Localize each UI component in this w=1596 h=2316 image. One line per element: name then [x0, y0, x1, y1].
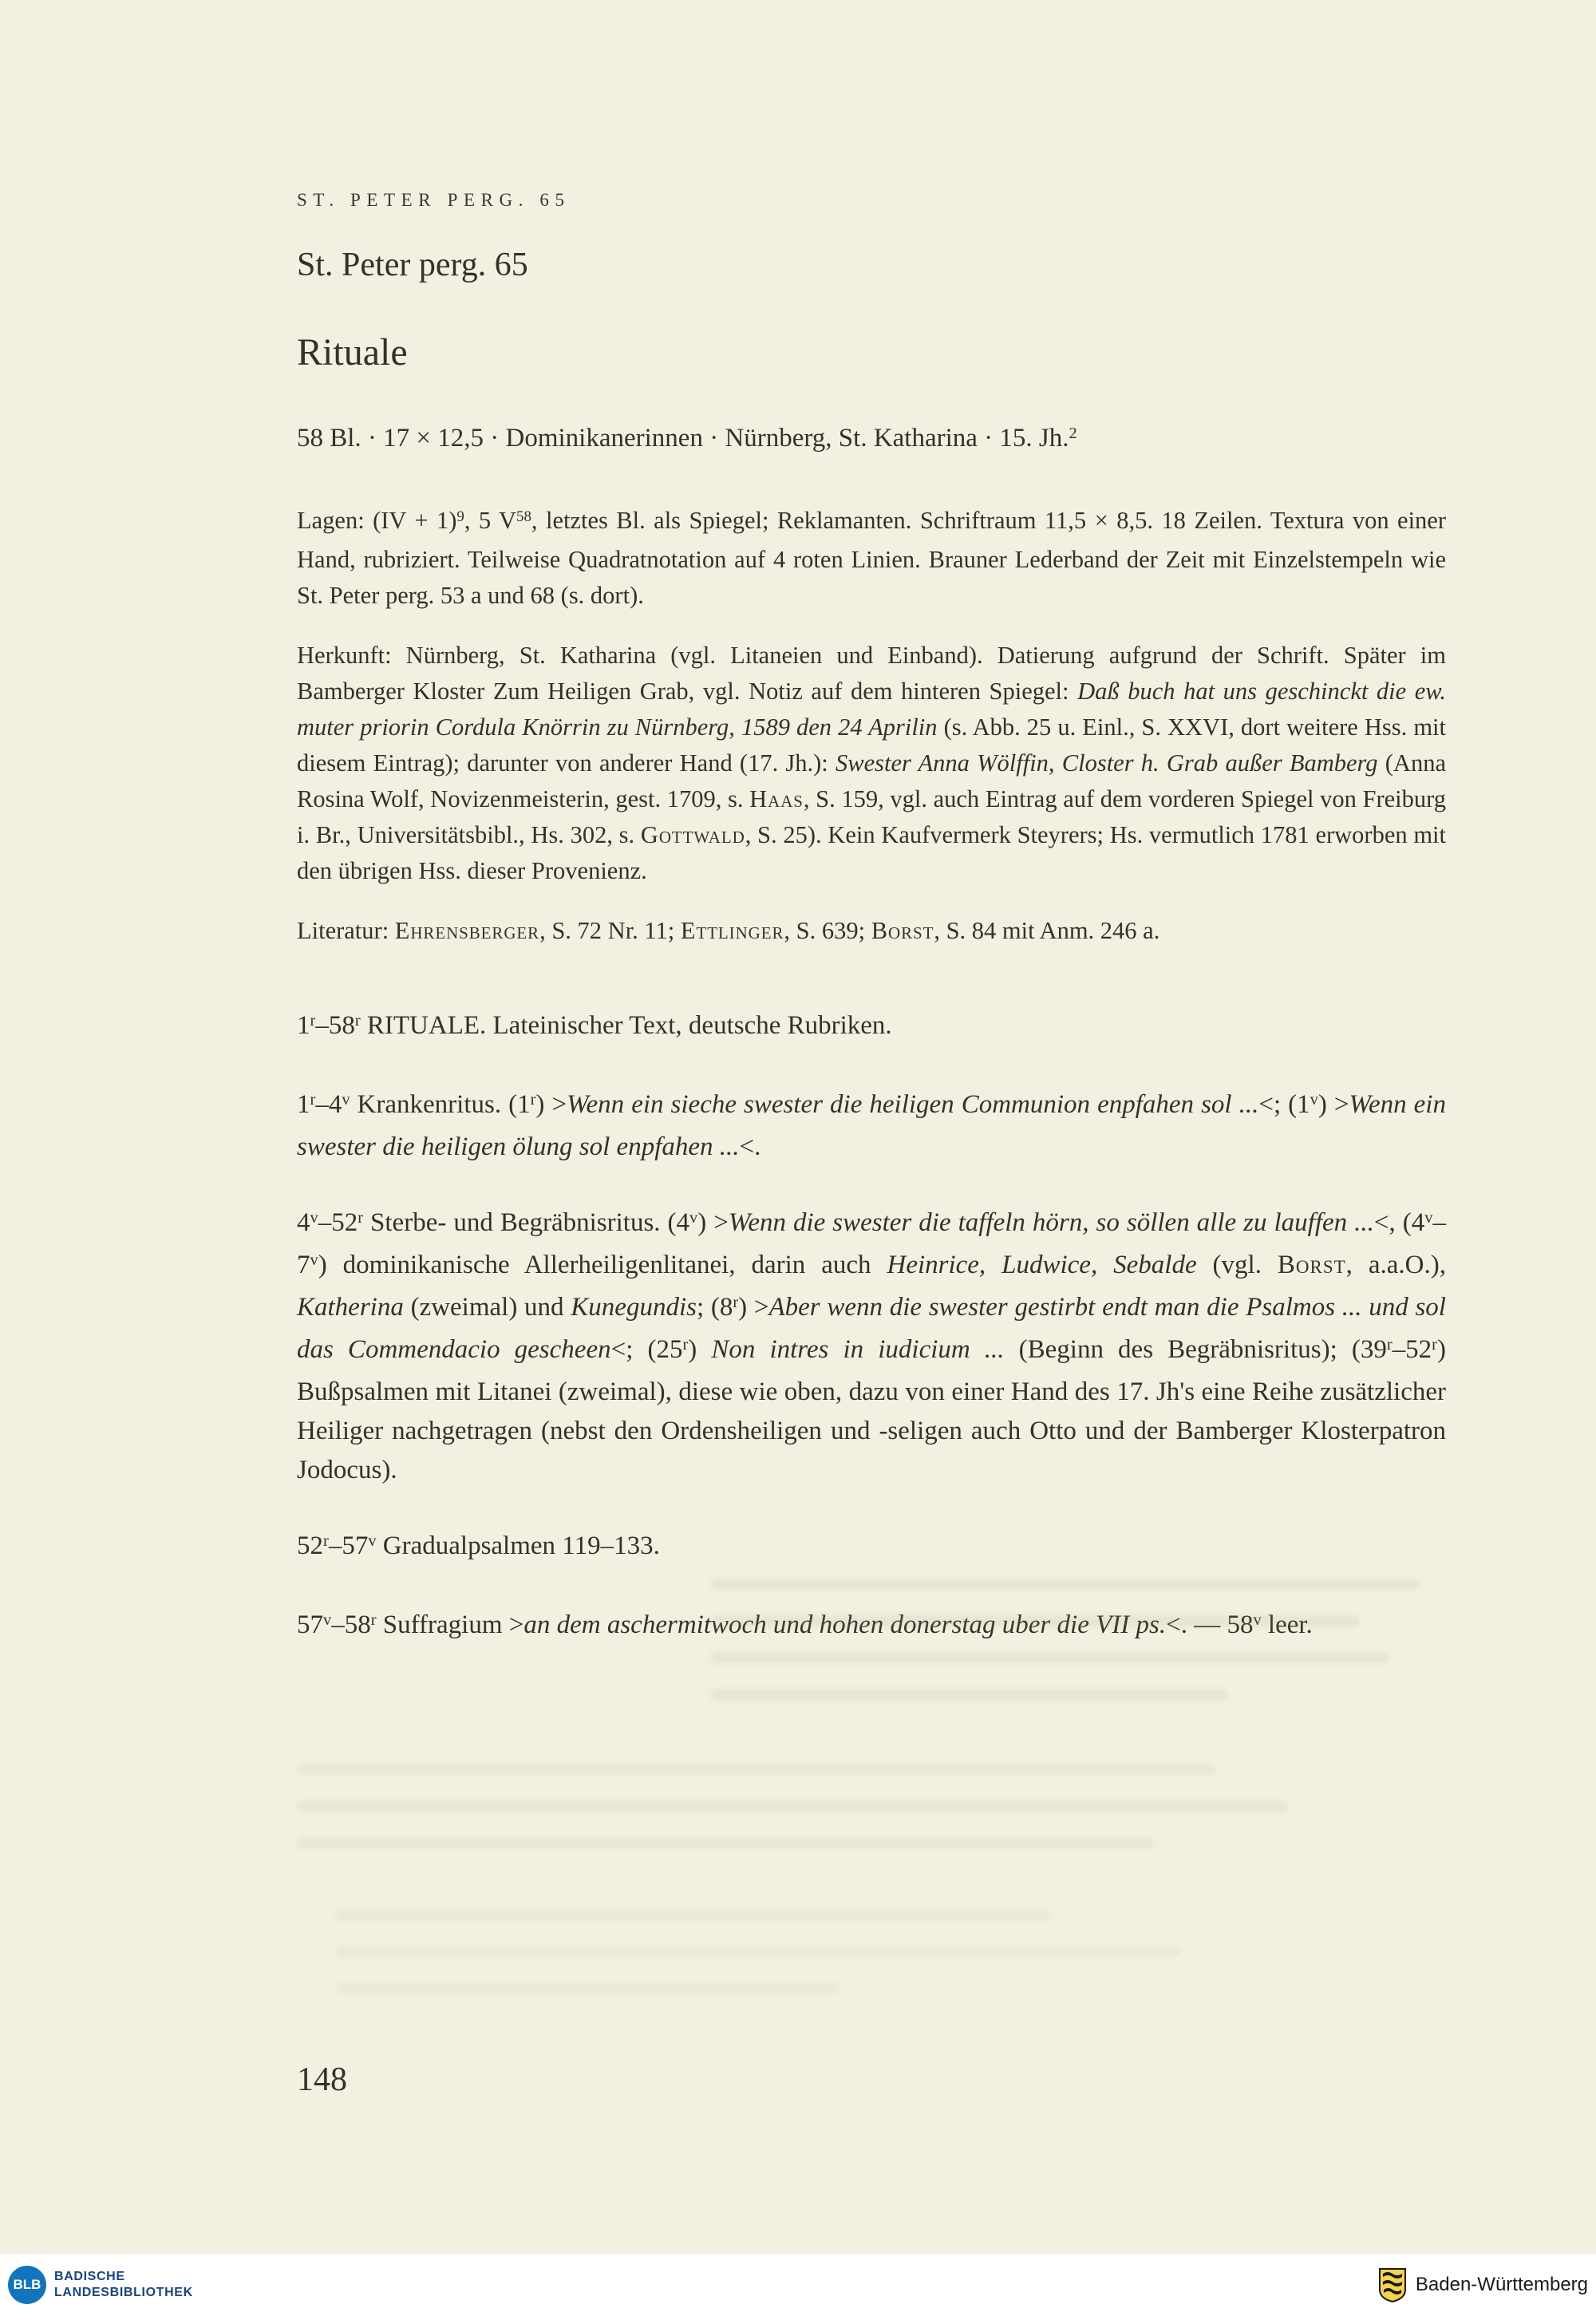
paragraph-lagen: Lagen: (IV + 1)$^9$, 5 $V^{58}$, letztes Bl. als Spiegel; Reklamanten. Schriftraum 11,5 × 8,5. 18 Zeilen. Textura von einer Hand, rubriziert. Teilweise Quadratnotation auf 4 roten Linien. Brauner Lederband der Zeit mit Einzelstempeln wie St. Peter perg. 53 a und 68 (s. dort).: [297, 507, 1446, 609]
region-label: Baden-Württemberg: [1415, 2274, 1588, 2295]
shelfmark-title: St. Peter perg. 65: [297, 247, 528, 283]
library-name: [54, 2269, 193, 2301]
verso-showthrough-block: [297, 1764, 1318, 1874]
running-header: ST. PETER PERG. 65: [297, 190, 571, 210]
work-title: Rituale: [297, 331, 408, 373]
text-block: [297, 0, 1446, 1648]
blb-library-logo[interactable]: [8, 2266, 193, 2304]
library-name-line2: LANDESBIBLIOTHEK: [54, 2286, 193, 2299]
paragraph-suffragium: 57$^v$–58$^r$ Suffragium >an dem aschermitwoch und hohen donerstag uber die VII ps.<. — 58$^v$ leer.: [297, 1611, 1313, 1639]
paragraph-literatur: Literatur: Ehrensberger, S. 72 Nr. 11; Ettlinger, S. 639; Borst, S. 84 mit Anm. 246 a.: [297, 917, 1160, 944]
viewer-footer-bar: [0, 2254, 1596, 2316]
paragraph-herkunft: Herkunft: Nürnberg, St. Katharina (vgl. Litaneien und Einband). Datierung aufgrund der Schrift. Später im Bamberger Kloster Zum Heiligen Grab, vgl. Notiz auf dem hinteren Spiegel: Daß buch hat uns geschinckt die ew. muter priorin Cordula Knörrin zu Nürnberg, 1589 den 24 Aprilin (s. Abb. 25 u. Einl., S. XXVI, dort weitere Hss. mit diesem Eintrag); darunter von anderer Hand (17. Jh.): Swester Anna Wölffin, Closter h. Grab außer Bamberg (Anna Rosina Wolf, Novizenmeisterin, gest. 1709, s. Haas, S. 159, vgl. auch Eintrag auf dem vorderen Spiegel von Freiburg i. Br., Universitätsbibl., Hs. 302, s. Gottwald, S. 25). Kein Kaufvermerk Steyrers; Hs. vermutlich 1781 erworben mit den übrigen Hss. dieser Provenienz.: [297, 642, 1446, 884]
coat-of-arms-icon: [1377, 2267, 1408, 2302]
blb-logo-icon: BLB: [8, 2266, 46, 2304]
library-name-line1: BADISCHE: [54, 2270, 125, 2283]
paragraph-sterbe-begraebnisritus: 4$^v$–52$^r$ Sterbe- und Begräbnisritus. $(4^v)$ >Wenn die swester die taffeln hörn, so söllen alle zu lauffen ...<, (4$^v$–7$^v$) dominikanische Allerheiligenlitanei, darin auch Heinrice, Ludwice, Sebalde (vgl. Borst, a.a.O.), Katherina (zweimal) und Kunegundis; $(8^r)$ >Aber wenn die swester gestirbt endt man die Psalmos ... und sol das Commendacio gescheen<; (25$^r$) Non intres in iudicium ... (Beginn des Begräbnisritus); (39$^r$–52$^r$) Bußpsalmen mit Litanei (zweimal), diese wie oben, dazu von einer Hand des 17. Jh's eine Reihe zusätzlicher Heiliger nachgetragen (nebst den Ordensheiligen und -seligen auch Otto und der Bamberger Klosterpatron Jodocus).: [297, 1208, 1446, 1484]
paragraph-rituale-overview: 1$^r$–58$^r$ RITUALE. Lateinischer Text, deutsche Rubriken.: [297, 1011, 892, 1040]
paragraph-krankenritus: 1$^r$–4$^v$ Krankenritus. $(1^r)$ >Wenn ein sieche swester die heiligen Communion enpfahen sol ...<; $(1^v)$ >Wenn ein swester die heiligen ölung sol enpfahen ...<.: [297, 1090, 1446, 1161]
paragraph-gradualpsalmen: 52$^r$–57$^v$ Gradualpsalmen 119–133.: [297, 1531, 660, 1560]
verso-showthrough-block: [335, 1909, 1253, 2019]
manuscript-specs-line: 58 Bl. · 17 × 12,5 · Dominikanerinnen · Nürnberg, St. Katharina · 15. Jh.$^2$: [297, 424, 1077, 453]
baden-wuerttemberg-logo[interactable]: [1377, 2267, 1588, 2302]
page-number: 148: [297, 2061, 347, 2098]
